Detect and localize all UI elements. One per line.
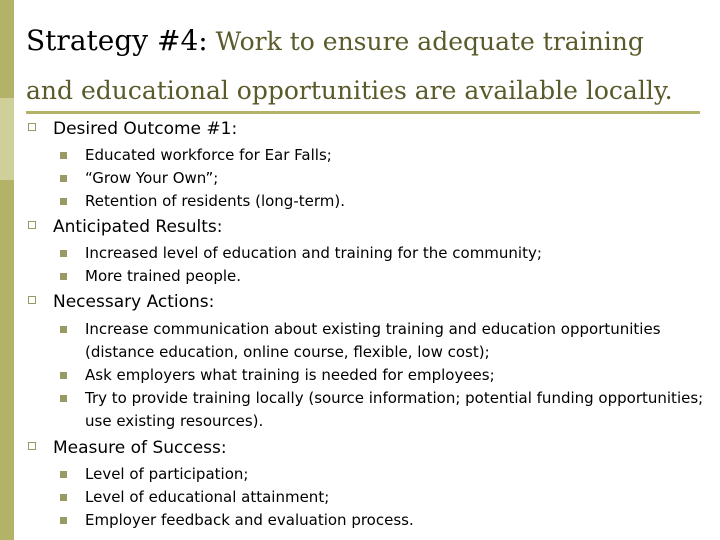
- list-item: “Grow Your Own”;: [22, 167, 712, 190]
- hollow-square-bullet-icon: [28, 123, 36, 131]
- title-line2: and educational opportunities are available locally.: [26, 76, 673, 105]
- square-bullet-icon: [60, 372, 67, 379]
- sidebar-segment-top: [0, 0, 14, 98]
- list-item: Retention of residents (long-term).: [22, 190, 712, 213]
- list-item: Level of educational attainment;: [22, 486, 712, 509]
- sidebar-segment-middle: [0, 98, 14, 180]
- square-bullet-icon: [60, 198, 67, 205]
- hollow-square-bullet-icon: [28, 442, 36, 450]
- section-heading-necessary-actions: Necessary Actions:: [22, 289, 712, 315]
- square-bullet-icon: [60, 152, 67, 159]
- hollow-square-bullet-icon: [28, 221, 36, 229]
- list-item: Level of participation;: [22, 463, 712, 486]
- slide-content: [22, 116, 712, 532]
- square-bullet-icon: [60, 471, 67, 478]
- section-heading-measure-of-success: Measure of Success:: [22, 435, 712, 461]
- list-item: Ask employers what training is needed for employees;: [22, 364, 712, 387]
- square-bullet-icon: [60, 494, 67, 501]
- square-bullet-icon: [60, 517, 67, 524]
- list-item: Employer feedback and evaluation process.: [22, 509, 712, 532]
- slide-title: [26, 18, 706, 114]
- title-underline: [26, 111, 700, 114]
- title-lead: Strategy #4:: [26, 24, 208, 57]
- square-bullet-icon: [60, 326, 67, 333]
- square-bullet-icon: [60, 250, 67, 257]
- hollow-square-bullet-icon: [28, 296, 36, 304]
- list-item: Try to provide training locally (source information; potential funding opportunities; use existing resources).: [22, 387, 712, 433]
- list-item: Increased level of education and training for the community;: [22, 242, 712, 265]
- list-item: Educated workforce for Ear Falls;: [22, 144, 712, 167]
- square-bullet-icon: [60, 395, 67, 402]
- square-bullet-icon: [60, 175, 67, 182]
- title-rest: Work to ensure adequate training: [207, 27, 644, 56]
- square-bullet-icon: [60, 273, 67, 280]
- list-item: More trained people.: [22, 265, 712, 288]
- list-item: Increase communication about existing training and education opportunities (distance education, online course, flexible, low cost);: [22, 318, 712, 364]
- section-heading-desired-outcome: Desired Outcome #1:: [22, 116, 712, 142]
- sidebar-accent: [0, 0, 14, 540]
- sidebar-segment-bottom: [0, 180, 14, 540]
- section-heading-anticipated-results: Anticipated Results:: [22, 214, 712, 240]
